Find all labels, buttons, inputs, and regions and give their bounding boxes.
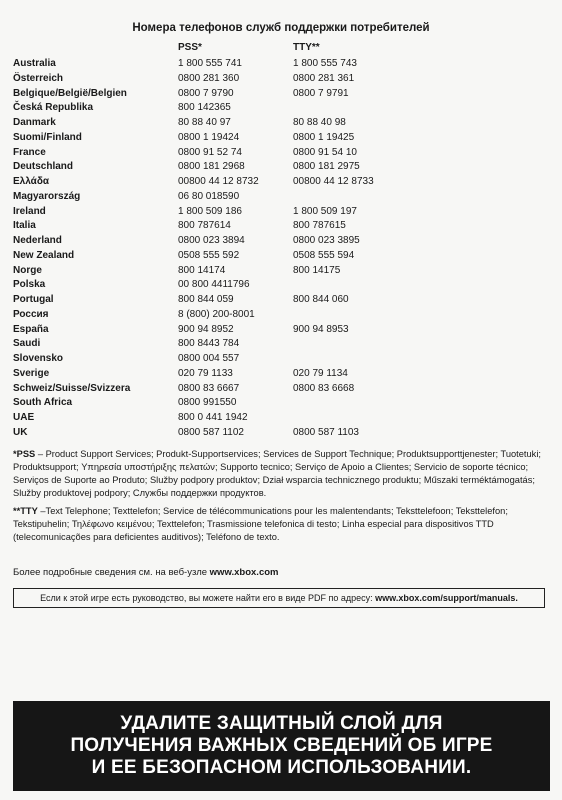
tty-column-header: TTY** xyxy=(293,42,320,53)
tty-cell: 00800 44 12 8733 xyxy=(293,176,374,187)
pss-cell: 0800 281 360 xyxy=(178,72,240,84)
table-row xyxy=(13,396,553,411)
country-cell: Sverige xyxy=(13,367,50,379)
country-cell: New Zealand xyxy=(13,249,75,261)
page-title: Номера телефонов служб поддержки потребителей xyxy=(132,22,430,34)
tty-cell: 0800 587 1103 xyxy=(293,426,359,438)
country-cell: Schweiz/Suisse/Svizzera xyxy=(13,382,131,394)
country-cell: UK xyxy=(13,426,28,438)
table-row xyxy=(13,160,553,175)
pss-footnote-label: *PSS xyxy=(13,449,36,459)
warning-line-1: УДАЛИТЕ ЗАЩИТНЫЙ СЛОЙ ДЛЯ xyxy=(120,713,443,734)
tty-cell: 0800 7 9791 xyxy=(293,87,349,99)
column-headers xyxy=(0,42,562,56)
table-row xyxy=(13,57,553,72)
country-cell: Ireland xyxy=(13,205,46,217)
phone-table xyxy=(13,57,553,441)
country-cell: Slovensko xyxy=(13,353,64,364)
country-cell: Saudi xyxy=(13,338,41,350)
warning-banner xyxy=(13,701,550,791)
pss-cell: 800 8443 784 xyxy=(178,338,240,350)
country-cell: Österreich xyxy=(13,72,64,84)
country-cell: Россия xyxy=(13,308,49,320)
manual-note-link[interactable]: www.xbox.com/support/manuals. xyxy=(375,593,518,603)
country-cell: Italia xyxy=(13,220,36,232)
footnotes xyxy=(13,448,541,549)
country-cell: UAE xyxy=(13,412,35,423)
warning-line-2: ПОЛУЧЕНИЯ ВАЖНЫХ СВЕДЕНИЙ ОБ ИГРЕ xyxy=(70,735,493,756)
tty-cell: 0800 181 2975 xyxy=(293,161,360,173)
country-cell: Deutschland xyxy=(13,161,74,173)
pss-footnote-text: – Product Support Services; Produkt-Supportservices; Services de Support Technique; Produktsupporttjenester; Tuotetuki; Produktsupport; Υπηρεσία υποστήριξης πελατών; Supporto tecnico; Serviço de Apoio a Clientes; Servicio de soporte técnico; Serviços de Suporte ao Produto; Služby podpory produktov; Dział wsparcia technicznego produktu; Műszaki terméktámogatás; Služby produktovej podpory; Службы поддержки продуктов. xyxy=(13,449,541,498)
table-row xyxy=(13,175,553,190)
table-row xyxy=(13,87,553,102)
country-cell: South Africa xyxy=(13,397,73,409)
pss-cell: 00 800 4411796 xyxy=(178,279,250,291)
warning-line-3: И ЕЕ БЕЗОПАСНОМ ИСПОЛЬЗОВАНИИ. xyxy=(91,757,472,778)
country-cell: Nederland xyxy=(13,235,62,246)
pss-cell: 0800 023 3894 xyxy=(178,235,245,246)
table-row xyxy=(13,367,553,382)
country-cell: Česká Republika xyxy=(13,102,94,114)
pss-cell: 0800 991550 xyxy=(178,397,237,409)
country-cell: Australia xyxy=(13,58,56,69)
pss-cell: 00800 44 12 8732 xyxy=(178,176,259,187)
tty-cell: 0800 83 6668 xyxy=(293,382,355,394)
pss-cell: 0800 587 1102 xyxy=(178,426,244,438)
country-cell: France xyxy=(13,146,46,158)
pss-cell: 0800 004 557 xyxy=(178,353,240,364)
pss-cell: 0800 91 52 74 xyxy=(178,146,242,158)
table-row xyxy=(13,337,553,352)
table-row xyxy=(13,205,553,220)
tty-cell: 800 787615 xyxy=(293,220,346,232)
pss-cell: 0800 7 9790 xyxy=(178,87,234,99)
pss-cell: 06 80 018590 xyxy=(178,190,240,202)
pss-cell: 800 0 441 1942 xyxy=(178,412,248,423)
tty-cell: 020 79 1134 xyxy=(293,367,348,379)
tty-cell: 900 94 8953 xyxy=(293,323,349,335)
pss-cell: 800 844 059 xyxy=(178,294,234,305)
table-row xyxy=(13,249,553,264)
pss-cell: 8 (800) 200-8001 xyxy=(178,308,255,320)
warning-text xyxy=(70,713,492,779)
tty-cell: 0800 023 3895 xyxy=(293,235,360,246)
country-cell: Portugal xyxy=(13,294,54,305)
table-row xyxy=(13,278,553,293)
table-row xyxy=(13,323,553,338)
tty-cell: 0508 555 594 xyxy=(293,249,355,261)
table-row xyxy=(13,382,553,397)
pss-cell: 800 787614 xyxy=(178,220,231,232)
pss-cell: 800 142365 xyxy=(178,102,231,114)
country-cell: Belgique/België/Belgien xyxy=(13,87,127,99)
tty-footnote-text: –Text Telephone; Texttelefon; Service de télécommunications pour les malentendants; Teksttelefoon; Teksttelefon; Tekstipuhelin; Τηλέφωνο κειμένου; Texttelefon; Trasmissione telefonica di testo; Linha especial para dispositivos TTD (telecomunicações para deficientes auditivos); Teléfono de texto. xyxy=(13,506,508,542)
country-cell: España xyxy=(13,323,49,335)
more-info-link[interactable]: www.xbox.com xyxy=(209,567,279,578)
tty-footnote xyxy=(13,505,541,544)
table-row xyxy=(13,352,553,367)
table-row xyxy=(13,101,553,116)
country-cell: Norge xyxy=(13,264,42,276)
pss-cell: 0800 1 19424 xyxy=(178,131,240,143)
table-row xyxy=(13,426,553,441)
tty-cell: 0800 91 54 10 xyxy=(293,146,357,158)
manual-note-text: Если к этой игре есть руководство, вы можете найти его в виде PDF по адресу: xyxy=(40,593,376,603)
pss-cell: 0508 555 592 xyxy=(178,249,240,261)
pss-footnote xyxy=(13,448,541,500)
pss-cell: 900 94 8952 xyxy=(178,323,234,335)
tty-cell: 800 14175 xyxy=(293,264,341,276)
pss-column-header: PSS* xyxy=(178,42,202,53)
table-row xyxy=(13,146,553,161)
country-cell: Danmark xyxy=(13,117,56,128)
manual-note-box xyxy=(13,588,545,608)
tty-cell: 0800 281 361 xyxy=(293,72,355,84)
table-row xyxy=(13,234,553,249)
table-row xyxy=(13,72,553,87)
pss-cell: 0800 83 6667 xyxy=(178,382,240,394)
country-cell: Polska xyxy=(13,279,46,291)
tty-cell: 1 800 509 197 xyxy=(293,205,357,217)
country-cell: Ελλάδα xyxy=(13,176,50,187)
table-row xyxy=(13,219,553,234)
tty-cell: 80 88 40 98 xyxy=(293,117,346,128)
country-cell: Suomi/Finland xyxy=(13,131,82,143)
tty-cell: 0800 1 19425 xyxy=(293,131,355,143)
table-row xyxy=(13,264,553,279)
tty-cell: 1 800 555 743 xyxy=(293,58,357,69)
pss-cell: 020 79 1133 xyxy=(178,367,233,379)
more-info-text: Более подробные сведения см. на веб-узле xyxy=(13,567,210,578)
tty-footnote-label: **TTY xyxy=(13,506,38,516)
table-row xyxy=(13,308,553,323)
table-row xyxy=(13,190,553,205)
pss-cell: 80 88 40 97 xyxy=(178,117,231,128)
table-row xyxy=(13,293,553,308)
pss-cell: 0800 181 2968 xyxy=(178,161,245,173)
more-info xyxy=(13,567,278,578)
table-row xyxy=(13,131,553,146)
country-cell: Magyarország xyxy=(13,190,81,202)
tty-cell: 800 844 060 xyxy=(293,294,349,305)
table-row xyxy=(13,116,553,131)
pss-cell: 800 14174 xyxy=(178,264,226,276)
table-row xyxy=(13,411,553,426)
pss-cell: 1 800 509 186 xyxy=(178,205,242,217)
pss-cell: 1 800 555 741 xyxy=(178,58,242,69)
